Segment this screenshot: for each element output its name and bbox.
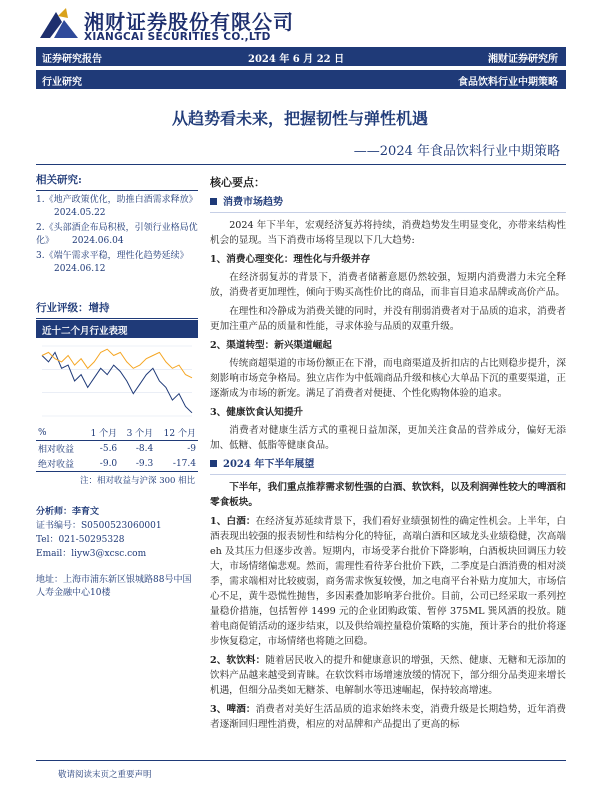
main-content [210, 175, 566, 736]
analyst-info [36, 505, 198, 561]
company-name-en: XIANGCAI SECURITIES CO.,LTD [84, 31, 271, 43]
chart-series-line-2 [42, 349, 192, 378]
footer-disclaimer[interactable]: 敬请阅读末页之重要声明 [58, 770, 152, 780]
section-heading: 2024 年下半年展望 [210, 457, 566, 475]
paragraph: 2、软饮料：随着居民收入的提升和健康意识的增强，天然、健康、无糖和无添加的饮料产品越来越受到青睐。在软饮料市场增速放缓的情况下，部分细分品类迎来增长机遇，但细分品类如无糖茶、电解制水等迅速崛起，保持较高增速。 [210, 655, 566, 696]
related-research-list [36, 194, 198, 276]
company-address: 地址：上海市浦东新区银城路88号中国人寿金融中心10楼 [36, 575, 192, 598]
table-cell: -8.4 [135, 443, 154, 454]
company-logo [36, 6, 82, 42]
core-points-heading: 核心要点： [210, 176, 265, 189]
related-item[interactable]: 3.《端午需求平稳，理性化趋势延续》2024.06.12 [36, 251, 189, 274]
paragraph: 1、白酒：在经济复苏延续背景下，我们看好业绩强韧性的确定性机会。上半年，白酒表现出较强的报表韧性和结构分化的特征，高端白酒和区域龙头业绩稳健，次高端 eh 及其压力但逐步改善。短期内，市场受茅台批价下降影响，白酒板块回调压力较大，市场情绪偏悲观。然而，需理性看待茅台批价下跌，二季度是白酒消费的相对淡季，需求端相对比较疲弱，商务需求恢复较慢，加之电商平台补贴力度加大，市场信心不足，黄牛恐慌性抛售，多因素叠加影响茅台批价。目前，公司已经采取一系列控量稳价措施，包括暂停 1499 元的企业团购政策、暂停 375ML 巽风酒的投放。随着电商促销活动的逐步结束，以及供给端控量稳价策略的实施，预计茅台的批价将逐步恢复稳定，市场情绪也将随之回稳。 [210, 516, 566, 647]
analyst-email[interactable]: Email：liyw3@xcsc.com [36, 549, 147, 559]
chart-title-bar [36, 320, 198, 338]
paragraph: 在理性和冷静成为消费关键的同时，并没有削弱消费者对于品质的追求，消费者更加注重产品的质量和性能，寻求体验与品质的双重升级。 [210, 306, 566, 332]
table-header-cell: 12 个月 [155, 425, 198, 441]
header-band-top [36, 47, 566, 66]
table-header-cell: 3 个月 [119, 425, 155, 441]
table-cell: 绝对收益 [36, 456, 83, 472]
analyst-cert: 证书编号：S0500523060001 [36, 521, 162, 531]
paragraph: 传统商超渠道的市场份额正在下滑，而电商渠道及折扣店的占比则稳步提升，深刻影响市场竞争格局。独立店作为中低端商品升级和核心大单品下沉的重要渠道，正逐渐成为市场的新宠。满足了消费者对便捷、个性化购物体验的追求。 [210, 358, 566, 399]
table-header-row [36, 425, 198, 441]
subheading: 3、健康饮食认知提升 [210, 407, 304, 418]
industry-performance-chart [36, 340, 198, 422]
table-header-cell: 1 个月 [83, 425, 119, 441]
related-research-heading: 相关研究: [36, 172, 198, 191]
title-divider [36, 164, 566, 165]
performance-note: 注：相对收益与沪深 300 相比 [80, 476, 196, 486]
table-row [36, 441, 198, 457]
paragraph: 2024 年下半年，宏观经济复苏将持续，消费趋势发生明显变化，亦带来结构性机会的显现。当下消费市场将呈现以下几大趋势: [210, 220, 566, 246]
rating-label: 行业评级：增持 [36, 300, 198, 319]
table-row [36, 456, 198, 472]
square-bullet-icon [210, 460, 217, 467]
related-item[interactable]: 1.《地产政策优化，助推白酒需求释放》2024.05.22 [36, 195, 198, 218]
related-item[interactable]: 2.《头部酒企布局积极，引领行业格局优化》 2024.06.04 [36, 223, 198, 246]
table-cell: -9.0 [83, 456, 119, 472]
sidebar-related [36, 172, 198, 278]
chart-series-line-1 [42, 352, 192, 412]
analyst-tel: Tel：021-50295328 [36, 535, 125, 545]
institute-name: 湘财证券研究所 [488, 54, 558, 65]
header-band-bottom [36, 70, 566, 89]
paragraph: 下半年，我们重点推荐需求韧性强的白酒、软饮料，以及利润弹性较大的啤酒和零食板块。 [210, 482, 566, 508]
subheading: 2、渠道转型：新兴渠道崛起 [210, 340, 332, 351]
analyst-name: 分析师：李育文 [36, 507, 100, 517]
square-bullet-icon [210, 198, 217, 205]
table-cell: -17.4 [155, 456, 198, 472]
research-category: 行业研究 [42, 77, 82, 88]
table-cell: -9 [187, 443, 196, 454]
section-heading: 消费市场趋势 [210, 195, 566, 213]
report-date: 2024 年 6 月 22 日 [248, 54, 345, 65]
page-subtitle: ——2024 年食品饮料行业中期策略 [353, 144, 560, 159]
paragraph: 在经济弱复苏的背景下，消费者储蓄意愿仍然较强，短期内消费潜力未完全释放，消费者更加理性，倾向于购买高性价比的商品，而非盲目追求品牌或高价产品。 [210, 272, 566, 298]
report-series: 食品饮料行业中期策略 [458, 77, 558, 88]
table-header-cell: % [36, 425, 83, 441]
report-type: 证券研究报告 [42, 54, 102, 65]
paragraph: 消费者对健康生活方式的重视日益加深，更加关注食品的营养成分，偏好无添加、低糖、低脂等健康食品。 [210, 425, 566, 451]
company-name-cn: 湘财证券股份有限公司 [84, 10, 294, 34]
table-cell: -9.3 [119, 456, 155, 472]
table-cell: -5.6 [99, 443, 118, 454]
paragraph: 3、啤酒：消费者对美好生活品质的追求始终未变，消费升级是长期趋势，近年消费者逐渐回归理性消费，相应的对品牌和产品提出了更高的标 [210, 704, 566, 730]
footer-divider [36, 760, 566, 761]
table-cell: 相对收益 [38, 445, 75, 455]
chart-title: 近十二个月行业表现 [42, 326, 128, 337]
performance-table [36, 425, 198, 472]
subheading: 1、消费心理变化：理性化与升级并存 [210, 254, 371, 265]
page-title: 从趋势看未来，把握韧性与弹性机遇 [171, 109, 428, 128]
industry-rating [36, 300, 198, 319]
